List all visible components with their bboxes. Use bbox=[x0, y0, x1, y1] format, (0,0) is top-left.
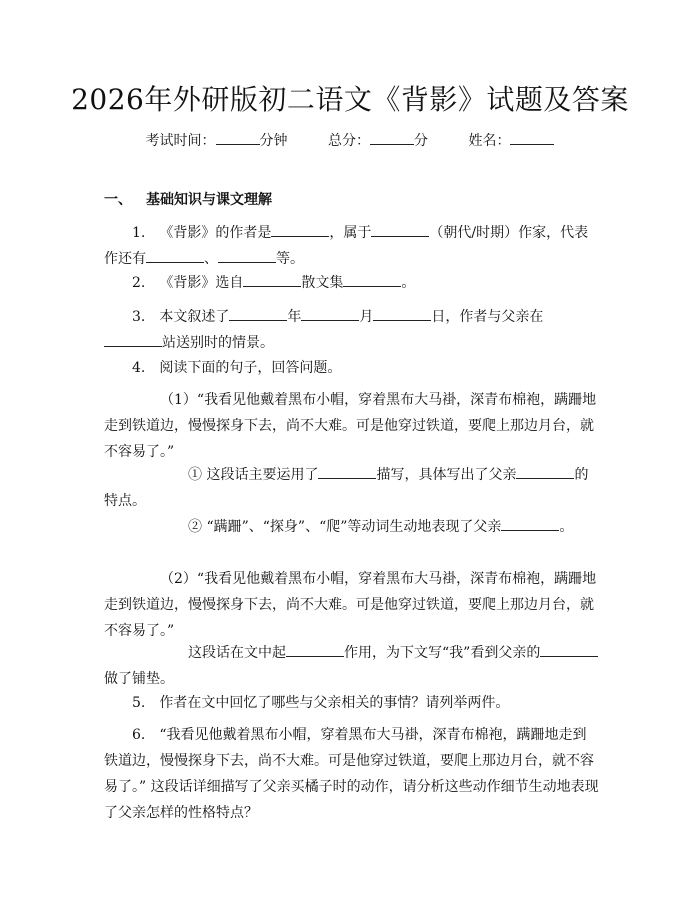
q1-text-d: 、 bbox=[204, 251, 218, 267]
q3-text-b: 年 bbox=[287, 309, 302, 325]
q4-passage-2: （2）“我看见他戴着黑布小帽，穿着黑布大马褂，深青布棉袍，蹒跚地走到铁道边，慢慢探身下去，尚不大难。可是他穿过铁道，要爬上那边月台，就不容易了。” bbox=[104, 571, 597, 639]
section-title: 基础知识与课文理解 bbox=[146, 192, 272, 208]
q1-text-e: 等。 bbox=[276, 251, 304, 267]
q4-subquestion-3 bbox=[104, 640, 600, 692]
q4-s1-blank-feature[interactable] bbox=[516, 464, 574, 479]
q4-s3-blank-role[interactable] bbox=[286, 642, 344, 657]
question-3 bbox=[104, 304, 600, 356]
q1-blank-author[interactable] bbox=[271, 222, 329, 237]
question-number: 5. bbox=[132, 695, 146, 711]
q4-s3-blank-scene[interactable] bbox=[540, 642, 598, 657]
q1-blank-era[interactable] bbox=[371, 222, 429, 237]
question-6 bbox=[104, 722, 600, 826]
q4-s3-text-c: 做了铺垫。 bbox=[104, 671, 174, 687]
q2-blank-source[interactable] bbox=[243, 272, 301, 287]
q3-text-d: 日，作者与父亲在 bbox=[431, 309, 544, 325]
q5-text: 作者在文中回忆了哪些与父亲相关的事情？请列举两件。 bbox=[159, 695, 510, 711]
q4-subquestion-2 bbox=[104, 514, 600, 540]
q3-text-e: 站送别时的情景。 bbox=[162, 335, 274, 351]
q3-text-c: 月 bbox=[359, 309, 374, 325]
q1-blank-work1[interactable] bbox=[146, 248, 204, 263]
exam-time bbox=[146, 133, 288, 149]
q4-s2-blank[interactable] bbox=[501, 516, 559, 531]
q4-s1-blank-method[interactable] bbox=[318, 464, 376, 479]
q2-text-b: 散文集 bbox=[301, 275, 344, 291]
time-blank[interactable] bbox=[216, 130, 260, 145]
q4-text: 阅读下面的句子，回答问题。 bbox=[159, 360, 342, 376]
score-blank[interactable] bbox=[370, 130, 414, 145]
question-number: 2. bbox=[132, 275, 146, 291]
q3-blank-day[interactable] bbox=[373, 306, 431, 321]
time-label: 考试时间： bbox=[145, 133, 216, 149]
q4-s1-text-a: ① 这段话主要运用了 bbox=[188, 467, 319, 483]
q4-s3-text-b: 作用，为下文写“我”看到父亲的 bbox=[344, 645, 541, 661]
q4-passage-1: （1）“我看见他戴着黑布小帽，穿着黑布大马褂，深青布棉袍，蹒跚地走到铁道边，慢慢探身下去，尚不大难。可是他穿过铁道，要爬上那边月台，就不容易了。” bbox=[104, 392, 597, 460]
question-number: 3. bbox=[132, 309, 146, 325]
exam-score bbox=[328, 133, 428, 149]
question-5 bbox=[104, 690, 600, 716]
exam-info bbox=[0, 130, 700, 152]
q1-text-c: （朝代/时期）作家，代表作还有 bbox=[104, 225, 589, 267]
name-blank[interactable] bbox=[510, 130, 554, 145]
section-number: 一、 bbox=[104, 192, 132, 208]
q1-blank-work2[interactable] bbox=[218, 248, 276, 263]
score-label: 总分： bbox=[328, 133, 370, 149]
section-heading bbox=[104, 190, 272, 210]
q3-text-a: 本文叙述了 bbox=[159, 309, 230, 325]
question-number: 1. bbox=[132, 225, 146, 241]
q3-blank-station[interactable] bbox=[104, 332, 162, 347]
name-label: 姓名： bbox=[468, 133, 511, 149]
q4-s3-text-a: 这段话在文中起 bbox=[188, 645, 286, 661]
time-unit: 分钟 bbox=[259, 133, 288, 149]
question-4 bbox=[104, 355, 600, 381]
q4-s1-text-c: 的特点。 bbox=[104, 467, 589, 509]
score-unit: 分 bbox=[414, 133, 428, 149]
q1-text-b: ，属于 bbox=[329, 225, 372, 241]
q3-blank-year[interactable] bbox=[229, 306, 287, 321]
q6-text: “我看见他戴着黑布小帽，穿着黑布大马褂，深青布棉袍，蹒跚地走到铁道边，慢慢探身下去，尚不大难。可是他穿过铁道，要爬上那边月台，就不容易了。” 这段话详细描写了父亲买橘子时的动作，请分析这些动作细节生动地表现了父亲怎样的性格特点？ bbox=[104, 727, 599, 821]
q4-s2-text-b: 。 bbox=[559, 519, 574, 535]
q2-text-a: 《背影》选自 bbox=[159, 275, 244, 291]
question-number: 4. bbox=[132, 360, 146, 376]
q2-text-c: 。 bbox=[401, 275, 416, 291]
q3-blank-month[interactable] bbox=[301, 306, 359, 321]
q1-text-a: 《背影》的作者是 bbox=[159, 225, 272, 241]
exam-name bbox=[468, 133, 554, 149]
question-2 bbox=[104, 270, 600, 296]
q4-s2-text-a: ② “蹒跚”、“探身”、“爬”等动词生动地表现了父亲 bbox=[188, 519, 502, 535]
page-title: 2026年外研版初二语文《背影》试题及答案 bbox=[71, 83, 629, 116]
q4-s1-text-b: 描写，具体写出了父亲 bbox=[376, 467, 517, 483]
question-1 bbox=[104, 220, 600, 272]
q4-subquestion-1 bbox=[104, 462, 600, 514]
q2-blank-collection[interactable] bbox=[343, 272, 401, 287]
question-number: 6. bbox=[132, 727, 146, 743]
